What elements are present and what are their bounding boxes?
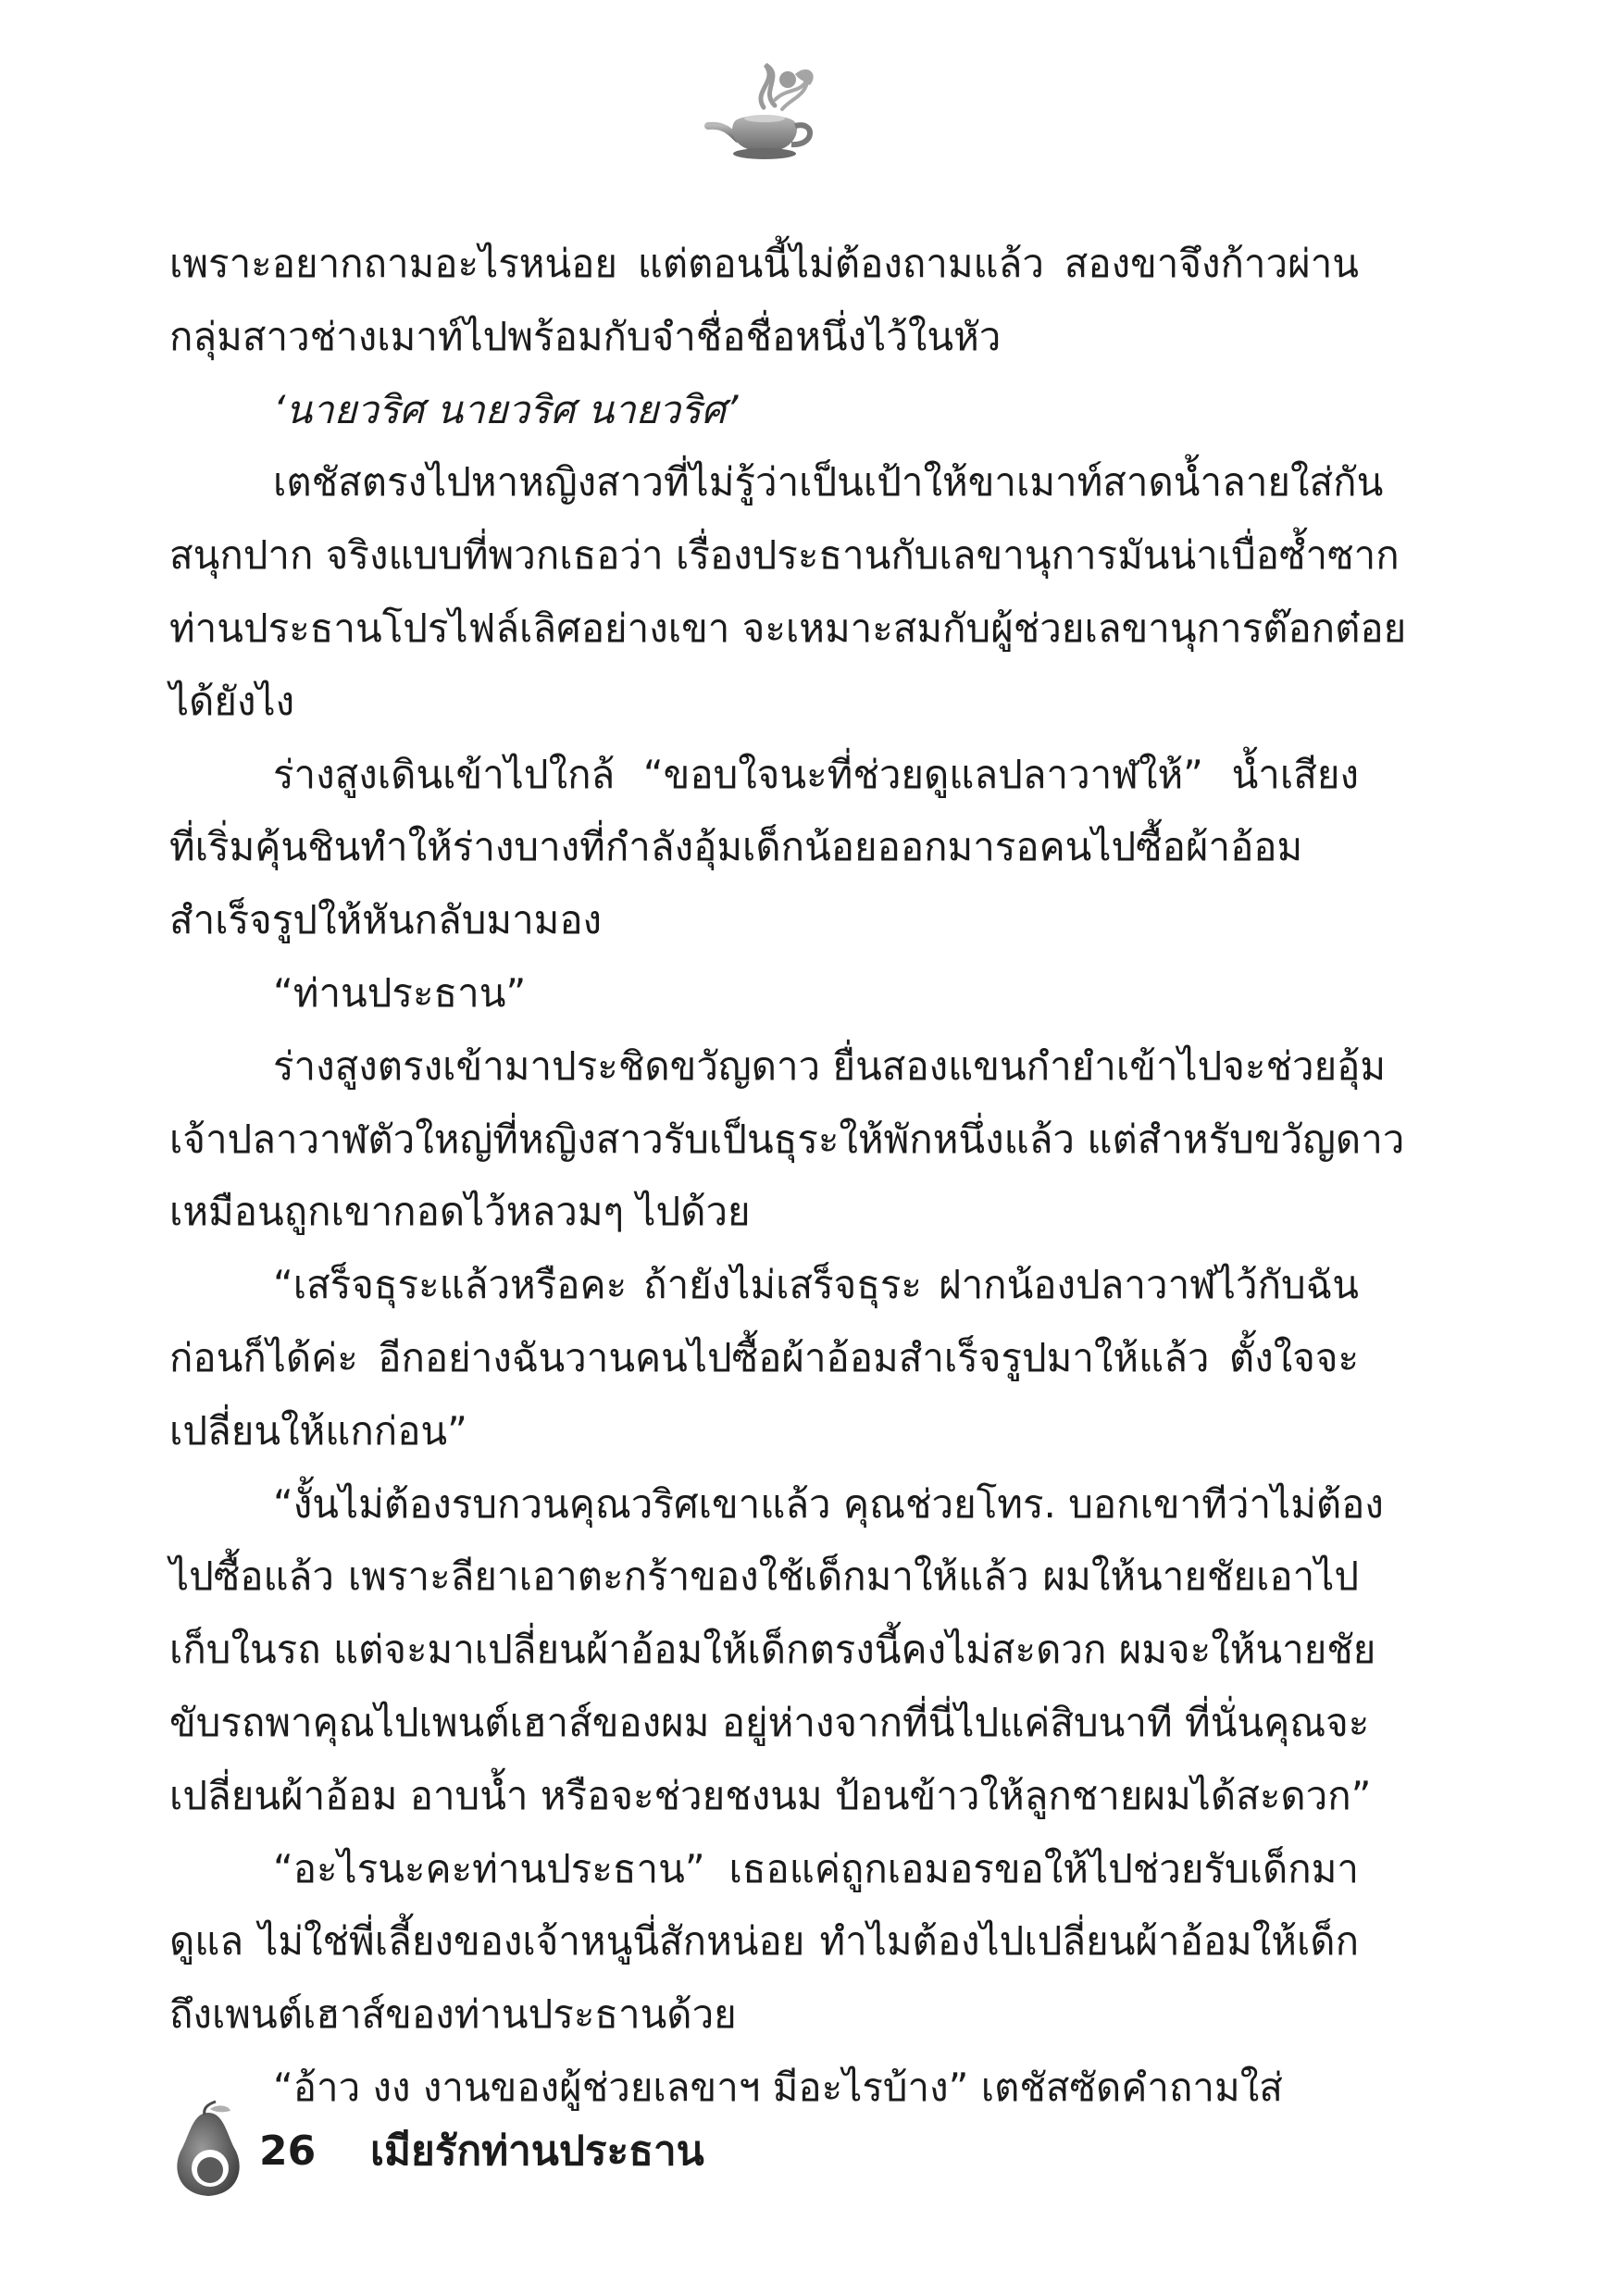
text-line: สนุกปาก จริงแบบที่พวกเธอว่า เรื่องประธานกับเลขานุการมันน่าเบื่อซ้ำซาก: [169, 532, 1400, 579]
text-line: เพราะอยากถามอะไรหน่อย แต่ตอนนี้ไม่ต้องถามแล้ว สองขาจึงก้าวผ่าน: [169, 241, 1359, 286]
text-line: เปลี่ยนผ้าอ้อม อาบน้ำ หรือจะช่วยชงนม ป้อนข้าวให้ลูกชายผมได้สะดวก”: [169, 1772, 1372, 1818]
text-line: “อะไรนะคะท่านประธาน” เธอแค่ถูกเอมอรขอให้ไปช่วยรับเด็กมา: [273, 1845, 1359, 1891]
text-line: กลุ่มสาวช่างเมาท์ไปพร้อมกับจำชื่อชื่อหนึ่งไว้ในหัว: [169, 313, 1002, 359]
text-line: ดูแล ไม่ใช่พี่เลี้ยงของเจ้าหนูนี่สักหน่อย ทำไมต้องไปเปลี่ยนผ้าอ้อมให้เด็ก: [169, 1918, 1359, 1965]
text-line: “อ้าว งง งานของผู้ช่วยเลขาฯ มีอะไรบ้าง” เตชัสซัดคำถามใส่: [273, 2064, 1283, 2110]
text-line: เก็บในรถ แต่จะมาเปลี่ยนผ้าอ้อมให้เด็กตรงนี้คงไม่สะดวก ผมจะให้นายชัย: [169, 1627, 1376, 1673]
text-line: ‘นายวริศ นายวริศ นายวริศ’: [273, 386, 739, 432]
page-footer: [162, 2100, 995, 2202]
avocado-icon: [162, 2100, 255, 2202]
text-line: ถึงเพนต์เฮาส์ของท่านประธานด้วย: [169, 1991, 737, 2038]
text-line: เปลี่ยนให้แกก่อน”: [169, 1407, 467, 1454]
text-line: ร่างสูงตรงเข้ามาประชิดขวัญดาว ยื่นสองแขนกำยำเข้าไปจะช่วยอุ้ม: [273, 1042, 1387, 1089]
text-line: ที่เริ่มคุ้นชินทำให้ร่างบางที่กำลังอุ้มเด็กน้อยออกมารอคนไปซื้อผ้าอ้อม: [169, 824, 1303, 870]
text-line: ได้ยังไง: [169, 678, 295, 724]
text-line: เจ้าปลาวาฬตัวใหญ่ที่หญิงสาวรับเป็นธุระให้พักหนึ่งแล้ว แต่สำหรับขวัญดาว: [169, 1116, 1405, 1162]
text-line: “เสร็จธุระแล้วหรือคะ ถ้ายังไม่เสร็จธุระ ฝากน้องปลาวาฬไว้กับฉัน: [273, 1262, 1359, 1308]
text-line: “ท่านประธาน”: [273, 969, 527, 1016]
text-line: ไปซื้อแล้ว เพราะลียาเอาตะกร้าของใช้เด็กมาให้แล้ว ผมให้นายชัยเอาไป: [169, 1554, 1359, 1600]
book-title: เมียรักท่านประธาน: [370, 2128, 704, 2175]
text-line: ก่อนก็ได้ค่ะ อีกอย่างฉันวานคนไปซื้อผ้าอ้อมสำเร็จรูปมาให้แล้ว ตั้งใจจะ: [169, 1334, 1359, 1380]
text-line: ท่านประธานโปรไฟล์เลิศอย่างเขา จะเหมาะสมกับผู้ช่วยเลขานุการต๊อกต๋อย: [169, 605, 1407, 651]
page-number: 26: [259, 2128, 317, 2175]
text-line: ขับรถพาคุณไปเพนต์เฮาส์ของผม อยู่ห่างจากที่นี่ไปแค่สิบนาที ที่นั่นคุณจะ: [169, 1699, 1370, 1745]
text-line: เตชัสตรงไปหาหญิงสาวที่ไม่รู้ว่าเป็นเป้าให้ขาเมาท์สาดน้ำลายใส่กัน: [273, 459, 1384, 505]
text-line: ร่างสูงเดินเข้าไปใกล้ “ขอบใจนะที่ช่วยดูแลปลาวาฬให้” น้ำเสียง: [273, 751, 1359, 797]
text-line: “งั้นไม่ต้องรบกวนคุณวริศเขาแล้ว คุณช่วยโทร. บอกเขาทีว่าไม่ต้อง: [273, 1480, 1384, 1527]
teapot-ornament-icon: [699, 54, 828, 165]
text-line: สำเร็จรูปให้หันกลับมามอง: [169, 897, 603, 943]
text-line: เหมือนถูกเขากอดไว้หลวมๆ ไปด้วย: [169, 1189, 751, 1235]
body-text: [169, 228, 1407, 2125]
